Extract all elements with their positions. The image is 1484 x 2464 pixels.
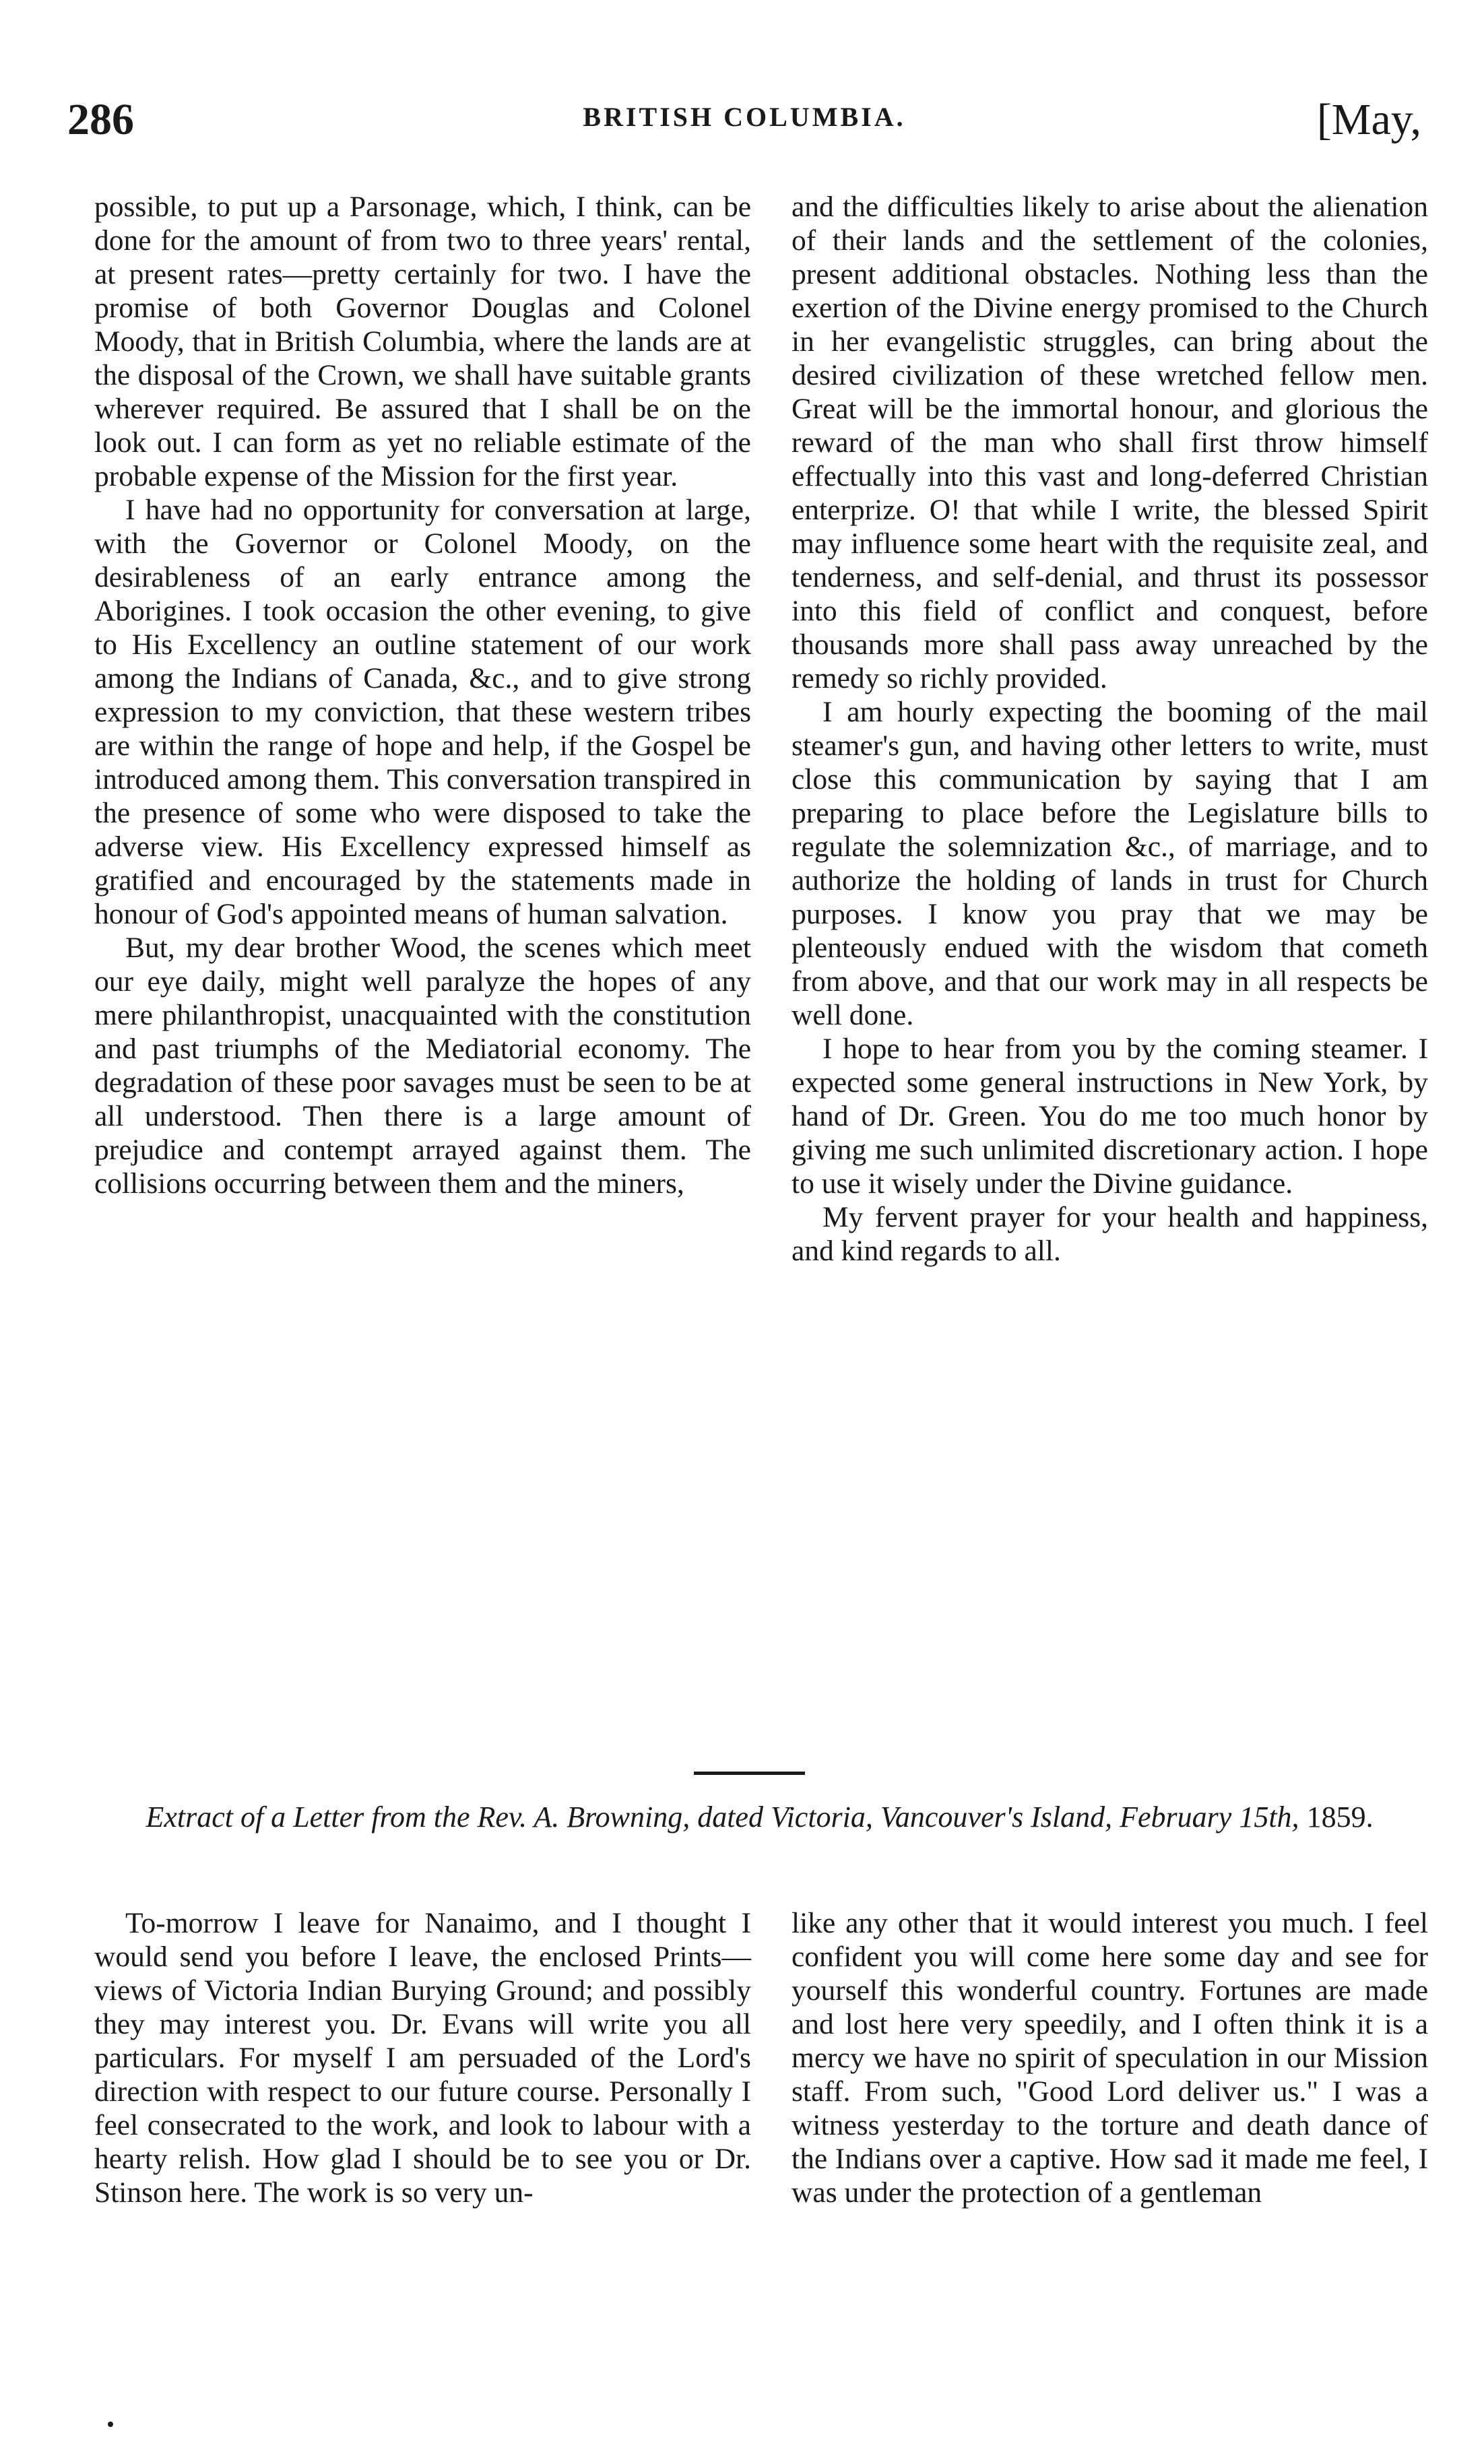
month-label: [May, <box>1316 95 1421 144</box>
section-divider <box>694 1772 805 1775</box>
page-number: 286 <box>67 95 134 144</box>
extract-heading-text: Extract of a Letter from the Rev. A. Browning, dated Victoria, Vancouver's Island, February 15th, <box>146 1801 1299 1834</box>
extract-column-left <box>94 1906 751 2209</box>
extract-column-right <box>792 1906 1428 2209</box>
paragraph: I am hourly expecting the booming of the mail steamer's gun, and having other letters to write, must close this communication by saying that I am preparing to place before the Legislature bills to regulate the solemnization &c., of marriage, and to authorize the holding of lands in trust for Church purposes. I know you pray that we may be plenteously endued with the wisdom that cometh from above, and that our work may in all respects be well done. <box>792 696 1428 1031</box>
extract-heading-year: 1859. <box>1306 1801 1374 1834</box>
stray-mark <box>108 2422 113 2427</box>
paragraph: possible, to put up a Parsonage, which, I think, can be done for the amount of from two to three years' rental, at present rates—pretty certainly for two. I have the promise of both Governor Douglas and Colonel Moody, that in British Columbia, where the lands are at the disposal of the Crown, we shall have suitable grants wherever required. Be assured that I shall be on the look out. I can form as yet no reliable estimate of the probable expense of the Mission for the first year. <box>94 191 751 492</box>
paragraph: To-morrow I leave for Nanaimo, and I thought I would send you before I leave, the enclosed Prints—views of Victoria Indian Burying Ground; and possibly they may interest you. Dr. Evans will write you all particulars. For myself I am persuaded of the Lord's direction with respect to our future course. Personally I feel consecrated to the work, and look to labour with a hearty relish. How glad I should be to see you or Dr. Stinson here. The work is so very un- <box>94 1907 751 2209</box>
paragraph: I hope to hear from you by the coming steamer. I expected some general instructions in New York, by hand of Dr. Green. You do me too much honor by giving me such unlimited discretionary action. I hope to use it wisely under the Divine guidance. <box>792 1033 1428 1200</box>
paragraph: and the difficulties likely to arise about the alienation of their lands and the settlement of the colonies, present additional obstacles. Nothing less than the exertion of the Divine energy promised to the Church in her evangelistic struggles, can bring about the desired civilization of these wretched fellow men. Great will be the immortal honour, and glorious the reward of the man who shall first throw himself effectually into this vast and long-deferred Christian enterprize. O! that while I write, the blessed Spirit may influence some heart with the requisite zeal, and tenderness, and self-denial, and thrust its possessor into this field of conflict and conquest, before thousands more shall pass away unreached by the remedy so richly provided. <box>792 191 1428 694</box>
extract-heading <box>94 1797 1425 1838</box>
paragraph: I have had no opportunity for conversation at large, with the Governor or Colonel Moody, on the desirableness of an early entrance among the Aborigines. I took occasion the other evening, to give to His Excellency an outline statement of our work among the Indians of Canada, &c., and to give strong expression to my conviction, that these western tribes are within the range of hope and help, if the Gospel be introduced among them. This conversation transpired in the presence of some who were disposed to take the adverse view. His Excellency expressed himself as gratified and encouraged by the statements made in honour of God's appointed means of human salvation. <box>94 494 751 930</box>
page-header <box>67 94 1421 155</box>
paragraph: like any other that it would interest you much. I feel confident you will come here some day and see for yourself this wonderful country. Fortunes are made and lost here very speedily, and I often think it is a mercy we have no spirit of speculation in our Mission staff. From such, "Good Lord deliver us." I was a witness yesterday to the torture and death dance of the Indians over a captive. How sad it made me feel, I was under the protection of a gentleman <box>792 1907 1428 2209</box>
running-head: BRITISH COLUMBIA. <box>583 102 906 132</box>
letter-column-right <box>792 190 1428 1268</box>
paragraph: But, my dear brother Wood, the scenes which meet our eye daily, might well paralyze the hopes of any mere philanthropist, unacquainted with the constitution and past triumphs of the Mediatorial economy. The degradation of these poor savages must be seen to be at all understood. Then there is a large amount of prejudice and contempt arrayed against them. The collisions occurring between them and the miners, <box>94 932 751 1200</box>
letter-column-left <box>94 190 751 1200</box>
paragraph: My fervent prayer for your health and happiness, and kind regards to all. <box>792 1201 1428 1267</box>
